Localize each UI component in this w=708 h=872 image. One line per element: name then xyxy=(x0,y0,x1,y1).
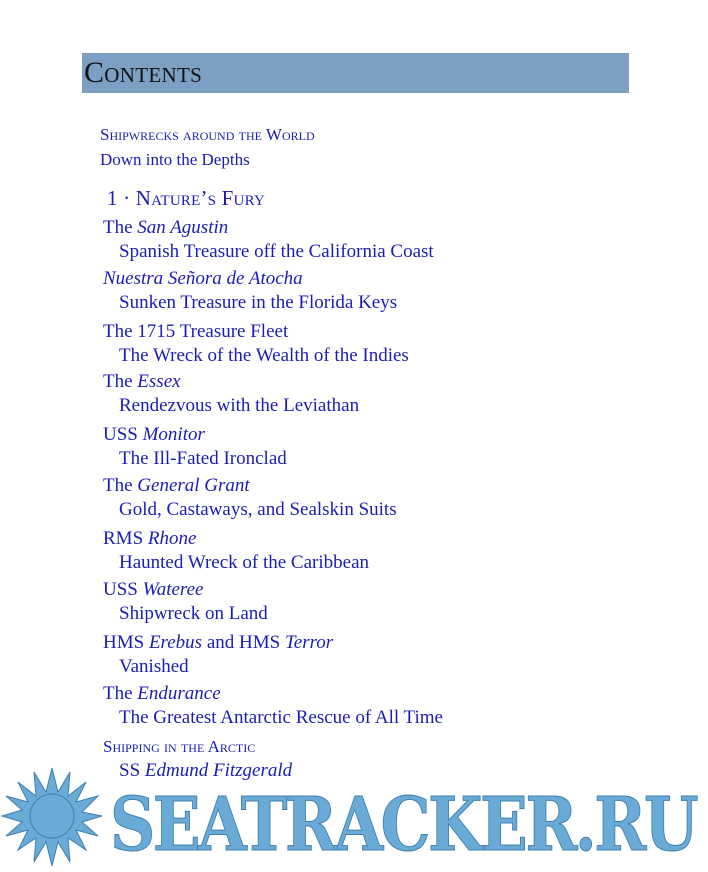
toc-entry[interactable] xyxy=(103,216,434,264)
toc-entry[interactable] xyxy=(103,423,287,471)
toc-entry-subtitle[interactable]: Shipwreck on Land xyxy=(119,603,268,624)
watermark-overlay xyxy=(0,760,708,872)
toc-entry-title[interactable]: The General Grant xyxy=(103,475,250,496)
toc-entry[interactable] xyxy=(103,267,397,315)
toc-entry-title[interactable]: The Essex xyxy=(103,371,181,392)
toc-entry-title[interactable]: HMS Erebus and HMS Terror xyxy=(103,632,334,653)
toc-entry-subtitle[interactable]: The Ill-Fated Ironclad xyxy=(119,448,287,469)
toc-entry-title[interactable]: USS Wateree xyxy=(103,579,204,600)
toc-entry-subtitle[interactable]: Sunken Treasure in the Florida Keys xyxy=(119,292,398,313)
toc-section-heading[interactable]: Shipping in the Arctic xyxy=(103,737,256,756)
toc-entry-subtitle[interactable]: Vanished xyxy=(119,656,189,677)
toc-entry[interactable] xyxy=(103,578,268,626)
toc-entry[interactable] xyxy=(103,320,409,368)
toc-entry[interactable] xyxy=(103,370,359,418)
toc-entry-subtitle[interactable]: The Greatest Antarctic Rescue of All Time xyxy=(119,707,443,728)
toc-entry-title[interactable]: SS Edmund Fitzgerald xyxy=(119,760,293,781)
page-title: Contents xyxy=(84,56,203,89)
toc-entry[interactable] xyxy=(103,682,443,730)
toc-entry[interactable] xyxy=(103,631,333,679)
toc-entry-subtitle[interactable]: Rendezvous with the Leviathan xyxy=(119,395,360,416)
toc-entry-title[interactable]: The 1715 Treasure Fleet xyxy=(103,321,289,342)
toc-chapter-heading[interactable]: 1 · Nature’s Fury xyxy=(107,186,265,210)
toc-entry-subtitle[interactable]: Gold, Castaways, and Sealskin Suits xyxy=(119,499,397,520)
toc-link-down-into-the-depths[interactable]: Down into the Depths xyxy=(100,150,250,169)
toc-entry-title[interactable]: The Endurance xyxy=(103,683,221,704)
contents-header-bar xyxy=(82,53,629,93)
toc-entry-title[interactable]: Nuestra Señora de Atocha xyxy=(103,268,303,289)
toc-entry-title[interactable]: The San Agustin xyxy=(103,217,229,238)
toc-entry[interactable] xyxy=(103,527,369,575)
watermark-text: SEATRACKER.RU xyxy=(110,782,698,868)
toc-entry[interactable] xyxy=(103,474,397,522)
sun-center-icon xyxy=(30,794,74,838)
toc-link-shipwrecks-around-the-world[interactable]: Shipwrecks around the World xyxy=(100,125,315,144)
toc-entry-subtitle[interactable]: Spanish Treasure off the California Coast xyxy=(119,241,434,262)
toc-entry-title[interactable]: RMS Rhone xyxy=(103,528,197,549)
toc-entry-subtitle[interactable]: Haunted Wreck of the Caribbean xyxy=(119,552,370,573)
toc-entry-title[interactable]: USS Monitor xyxy=(103,424,205,445)
toc-entry-subtitle[interactable]: The Wreck of the Wealth of the Indies xyxy=(119,345,409,366)
